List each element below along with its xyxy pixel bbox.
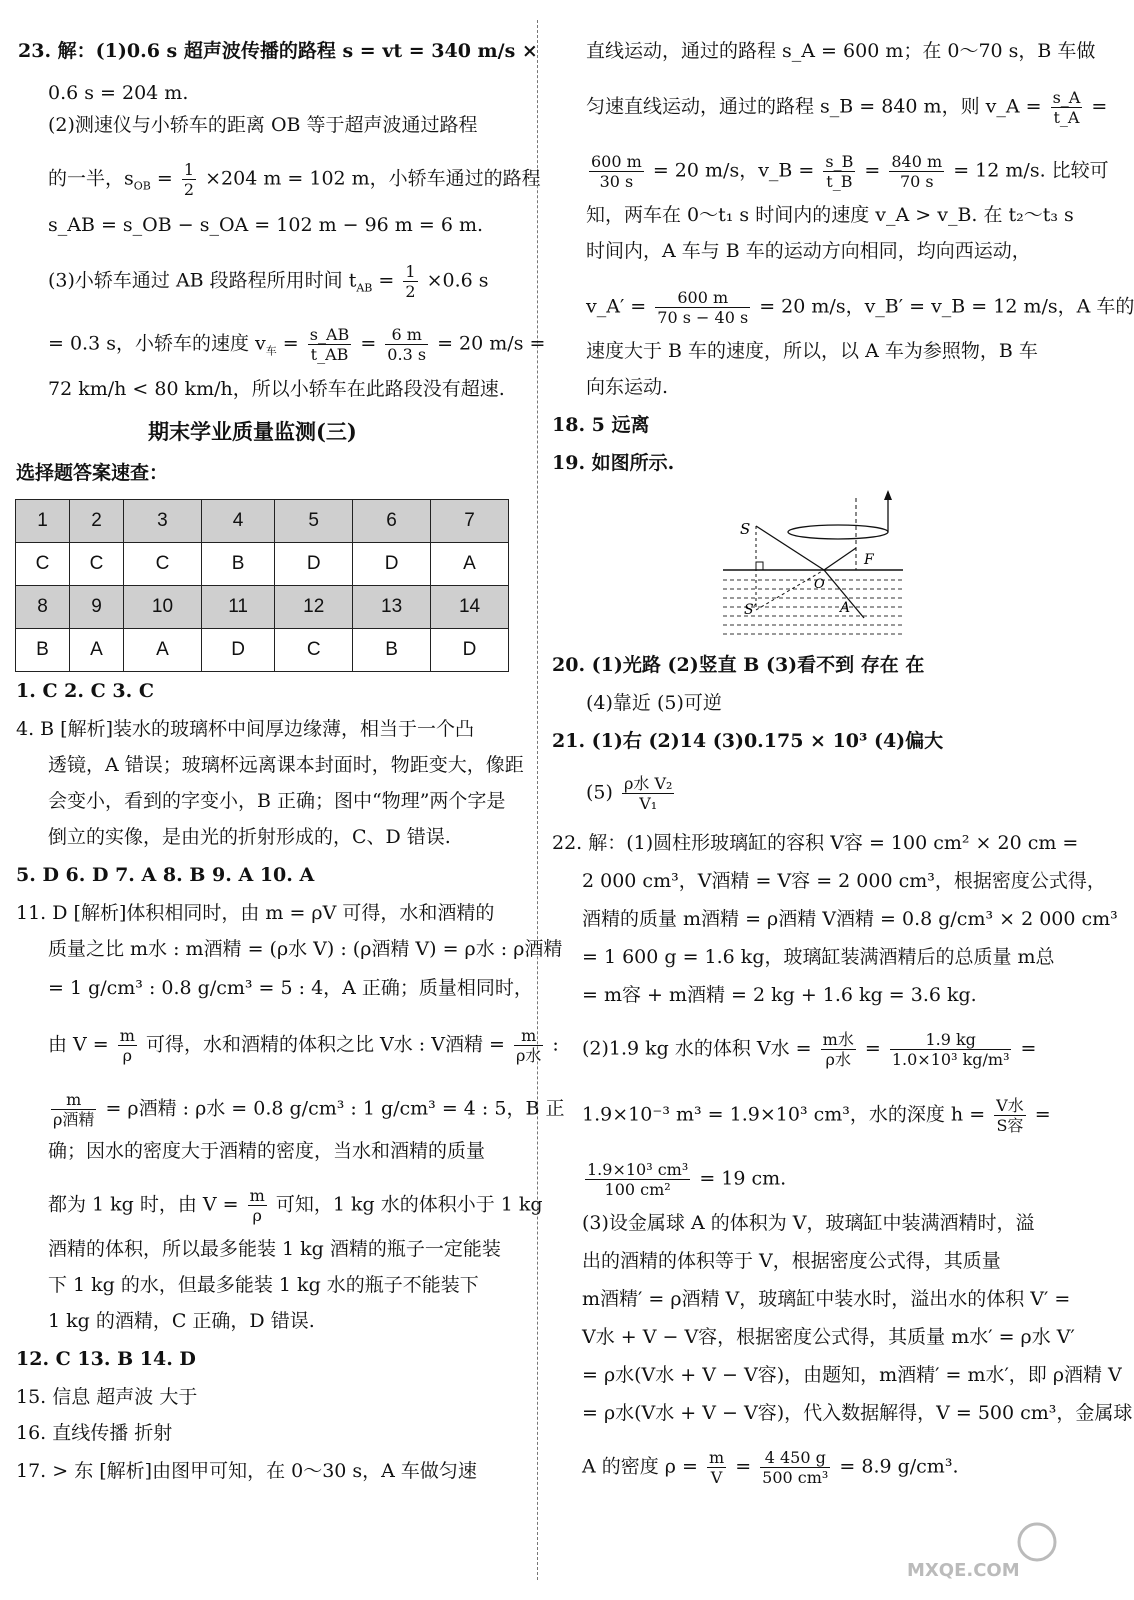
answer-table bbox=[15, 499, 509, 672]
table-cell: 11 bbox=[201, 586, 274, 629]
watermark-text: MXQE.COM bbox=[907, 1560, 1020, 1581]
table-cell: D bbox=[353, 543, 431, 586]
answer-11-line-10: 1 kg 的酒精，C 正确，D 错误. bbox=[48, 1310, 315, 1332]
label-o: O bbox=[814, 577, 825, 592]
fraction: $\frac{\text{1.9×10³ cm³}}{\text{100 cm²}}$ bbox=[587, 1160, 689, 1199]
answer-22-line-7: 1.9×10⁻³ m³ = 1.9×10³ cm³，水的深度 h = V水 S容 = bbox=[582, 1096, 1051, 1135]
table-cell: B bbox=[353, 629, 431, 672]
answer-22-line-10: 出的酒精的体积等于 V，根据密度公式得，其质量 bbox=[582, 1250, 1001, 1272]
answer-11-line-9: 下 1 kg 的水，但最多能装 1 kg 水的瓶子不能装下 bbox=[48, 1274, 479, 1296]
answer-11-line-2: 质量之比 m水 : m酒精 = (ρ水 V) : (ρ酒精 V) = ρ水 : ρ酒精 bbox=[48, 938, 563, 960]
fraction: ρ水 V₂ V₁ bbox=[623, 774, 673, 813]
fraction: $\frac{600 m}{70 s - 40 s}$ bbox=[657, 288, 749, 327]
fraction: $\frac{600 m}{30 s}$ bbox=[591, 152, 642, 191]
lens bbox=[788, 525, 888, 539]
incident-ray bbox=[756, 526, 824, 570]
table-cell: 7 bbox=[431, 500, 509, 543]
table-row bbox=[16, 586, 509, 629]
table-cell: D bbox=[431, 629, 509, 672]
answer-22-line-11: m酒精′ = ρ酒精 V，玻璃缸中装水时，溢出水的体积 V′ = bbox=[582, 1288, 1071, 1310]
answer-18: 18. 5 远离 bbox=[552, 414, 650, 436]
table-row bbox=[16, 543, 509, 586]
answer-17-line-8: 速度大于 B 车的速度，所以，以 A 车为参照物，B 车 bbox=[586, 340, 1038, 362]
answer-21-line-2: (5) ρ水 V₂ V₁ bbox=[586, 774, 673, 813]
table-cell: 5 bbox=[275, 500, 353, 543]
table-cell: 13 bbox=[353, 586, 431, 629]
table-row bbox=[16, 629, 509, 672]
answer-15: 15. 信息 超声波 大于 bbox=[16, 1386, 198, 1408]
table-cell: D bbox=[201, 629, 274, 672]
right-angle-mark bbox=[756, 562, 763, 570]
table-cell: C bbox=[275, 629, 353, 672]
answer-16: 16. 直线传播 折射 bbox=[16, 1422, 173, 1444]
answer-22-line-14: = ρ水(V水 + V − V容)，代入数据解得，V = 500 cm³，金属球 bbox=[582, 1402, 1133, 1424]
answer-22-line-5: = m容 + m酒精 = 2 kg + 1.6 kg = 3.6 kg. bbox=[582, 984, 977, 1006]
answer-17-line-7: v_A′ = $\frac{600 m}{70 s - 40 s}$ = 20 m/s，v_B′ = v_B = 12 m/s，A 车的 bbox=[586, 288, 1134, 327]
answer-11-line-3: = 1 g/cm³ : 0.8 g/cm³ = 5 : 4，A 正确；质量相同时， bbox=[48, 977, 533, 999]
label-s-prime: S′ bbox=[744, 602, 757, 618]
fraction: $\frac{m}{V}$ bbox=[708, 1448, 725, 1487]
q23-line-1: 23. 解：(1)0.6 s 超声波传播的路程 s = vt = 340 m/s × bbox=[18, 40, 538, 62]
table-cell: 4 bbox=[201, 500, 274, 543]
answer-22-line-15: A 的密度 ρ = $\frac{m}{V}$ = $\frac{4 450 g}{\text{500 cm³}}$ = 8.9 g/cm³. bbox=[582, 1448, 959, 1487]
section-title: 期末学业质量监测(三) bbox=[148, 419, 357, 444]
answer-11-line-7: 都为 1 kg 时，由 V = $\frac{m}{\rho}$ 可知，1 kg 水的体积小于 1 kg bbox=[48, 1186, 543, 1225]
answer-17-line-1: 17. > 东 [解析]由图甲可知，在 0～30 s，A 车做匀速 bbox=[16, 1460, 477, 1482]
answer-12-14: 12. C 13. B 14. D bbox=[16, 1348, 196, 1370]
fraction: $\frac{4 450 g}{\text{500 cm³}}$ bbox=[762, 1448, 829, 1487]
answer-22-line-3: 酒精的质量 m酒精 = ρ酒精 V酒精 = 0.8 g/cm³ × 2 000 cm³ bbox=[582, 908, 1118, 930]
table-cell: 3 bbox=[124, 500, 202, 543]
table-cell: A bbox=[70, 629, 124, 672]
answer-22-line-12: V水 + V − V容，根据密度公式得，其质量 m水′ = ρ水 V′ bbox=[582, 1326, 1075, 1348]
q23-line-7: = 0.3 s，小轿车的速度 $v_车$ = $\frac{s\_AB}{t\_AB}$ = $\frac{6 m}{0.3 s}$ = 20 m/s = bbox=[48, 325, 546, 364]
fraction: m水 ρ水 bbox=[822, 1030, 854, 1069]
fraction: m ρ水 bbox=[515, 1026, 542, 1065]
column-divider bbox=[537, 20, 538, 1580]
answer-22-line-4: = 1 600 g = 1.6 kg，玻璃缸装满酒精后的总质量 m总 bbox=[582, 946, 1055, 968]
fraction: $\frac{1}{2}$ bbox=[405, 262, 416, 301]
q23-line-6: (3)小轿车通过 AB 段路程所用时间 $t_{AB}$ = $\frac{1}{2}$ ×0.6 s bbox=[48, 262, 489, 301]
answer-17-line-4: $\frac{600 m}{30 s}$ = 20 m/s，v_B = $\frac{s\_B}{t\_B}$ = $\frac{840 m}{70 s}$ = 12 m/s. 比较可 bbox=[591, 152, 1109, 191]
label-f: F bbox=[864, 552, 874, 568]
answer-20-line-1: 20. (1)光路 (2)竖直 B (3)看不到 存在 在 bbox=[552, 654, 925, 676]
table-cell: B bbox=[16, 629, 70, 672]
answer-22-line-9: (3)设金属球 A 的体积为 V，玻璃缸中装满酒精时，溢 bbox=[582, 1212, 1035, 1234]
table-cell: C bbox=[16, 543, 70, 586]
q23-line-2: 0.6 s = 204 m. bbox=[48, 82, 189, 104]
answer-19: 19. 如图所示. bbox=[552, 452, 675, 474]
fraction: $\frac{840 m}{70 s}$ bbox=[891, 152, 943, 191]
table-row bbox=[16, 500, 509, 543]
answer-4-line-2: 透镜，A 错误；玻璃杯远离课本封面时，物距变大，像距 bbox=[48, 754, 524, 776]
answer-22-line-6: (2)1.9 kg 水的体积 V水 = m水 ρ水 = $\frac{1.9 kg}{\text{1.0×10³ kg/m³}}$ = bbox=[582, 1030, 1037, 1069]
fraction: $\frac{1.9 kg}{\text{1.0×10³ kg/m³}}$ bbox=[891, 1030, 1010, 1069]
answer-4-line-1: 4. B [解析]装水的玻璃杯中间厚边缘薄，相当于一个凸 bbox=[16, 718, 474, 740]
answer-17-line-9: 向东运动. bbox=[586, 376, 669, 398]
answer-22-line-13: = ρ水(V水 + V − V容)，由题知，m酒精′ = m水′，即 ρ酒精 V bbox=[582, 1364, 1122, 1386]
fraction: V水 S容 bbox=[996, 1096, 1024, 1135]
arrow-icon bbox=[884, 490, 892, 500]
answer-22-line-8: $\frac{\text{1.9×10³ cm³}}{\text{100 cm²}}$ = 19 cm. bbox=[587, 1160, 787, 1199]
table-cell: 12 bbox=[275, 586, 353, 629]
answer-22-line-1: 22. 解：(1)圆柱形玻璃缸的容积 V容 = 100 cm² × 20 cm = bbox=[552, 832, 1079, 854]
answer-17-line-3: 匀速直线运动，通过的路程 s_B = 840 m，则 v_A = $\frac{s\_A}{t\_A}$ = bbox=[586, 88, 1108, 127]
answer-20-line-2: (4)靠近 (5)可逆 bbox=[586, 692, 722, 714]
answer-17-line-5: 知，两车在 0～t₁ s 时间内的速度 v_A > v_B. 在 t₂～t₃ s bbox=[586, 204, 1074, 226]
answer-5-10: 5. D 6. D 7. A 8. B 9. A 10. A bbox=[16, 864, 315, 886]
q23-line-5: s_AB = s_OB − s_OA = 102 m − 96 m = 6 m. bbox=[48, 214, 484, 236]
answer-11-line-8: 酒精的体积，所以最多能装 1 kg 酒精的瓶子一定能装 bbox=[48, 1238, 501, 1260]
answer-11-line-6: 确；因水的密度大于酒精的密度，当水和酒精的质量 bbox=[48, 1140, 486, 1162]
q23-line-8: 72 km/h < 80 km/h，所以小轿车在此路段没有超速. bbox=[48, 378, 505, 400]
fraction: m ρ酒精 bbox=[53, 1090, 95, 1129]
table-cell: 8 bbox=[16, 586, 70, 629]
answer-17-line-6: 时间内，A 车与 B 车的运动方向相同，均向西运动， bbox=[586, 240, 1031, 262]
label-s: S bbox=[740, 520, 751, 538]
reflected-ray bbox=[824, 548, 856, 570]
table-cell: A bbox=[431, 543, 509, 586]
q23-line-4: 的一半，$s_{OB}$ = $\frac{1}{2}$ ×204 m = 102 m，小轿车通过的路程 bbox=[48, 160, 541, 199]
table-cell: B bbox=[201, 543, 274, 586]
table-cell: 1 bbox=[16, 500, 70, 543]
table-cell: 9 bbox=[70, 586, 124, 629]
answer-11-line-5: m ρ酒精 = ρ酒精 : ρ水 = 0.8 g/cm³ : 1 g/cm³ = 4 : 5，B 正 bbox=[53, 1090, 565, 1129]
label-a: A bbox=[840, 600, 851, 616]
fraction: $\frac{s\_AB}{t\_AB}$ bbox=[309, 325, 350, 364]
answer-21-line-1: 21. (1)右 (2)14 (3)0.175 × 10³ (4)偏大 bbox=[552, 730, 944, 752]
answer-11-line-4: 由 V = $\frac{m}{\rho}$ 可得，水和酒精的体积之比 V水 : V酒精 = m ρ水 : bbox=[48, 1026, 559, 1065]
fraction: $\frac{s\_A}{t\_A}$ bbox=[1052, 88, 1081, 127]
answer-11-line-1: 11. D [解析]体积相同时，由 m = ρV 可得，水和酒精的 bbox=[16, 902, 495, 924]
optics-diagram bbox=[718, 488, 908, 638]
answer-1-3: 1. C 2. C 3. C bbox=[16, 680, 154, 702]
table-cell: 6 bbox=[353, 500, 431, 543]
table-cell: 14 bbox=[431, 586, 509, 629]
q23-line-3: (2)测速仪与小轿车的距离 OB 等于超声波通过路程 bbox=[48, 114, 478, 136]
fraction: $\frac{1}{2}$ bbox=[183, 160, 195, 199]
quick-answer-label: 选择题答案速查： bbox=[16, 462, 169, 484]
fraction: $\frac{m}{\rho}$ bbox=[119, 1026, 135, 1065]
table-cell: C bbox=[70, 543, 124, 586]
fraction: $\frac{6 m}{0.3 s}$ bbox=[387, 325, 427, 364]
table-cell: A bbox=[124, 629, 202, 672]
table-cell: 2 bbox=[70, 500, 124, 543]
table-cell: D bbox=[275, 543, 353, 586]
table-cell: 10 bbox=[124, 586, 202, 629]
answer-4-line-3: 会变小，看到的字变小，B 正确；图中“物理”两个字是 bbox=[48, 790, 506, 812]
table-cell: C bbox=[124, 543, 202, 586]
answer-22-line-2: 2 000 cm³，V酒精 = V容 = 2 000 cm³，根据密度公式得， bbox=[582, 870, 1106, 892]
fraction: $\frac{m}{\rho}$ bbox=[249, 1186, 265, 1225]
watermark-logo bbox=[897, 1520, 1067, 1580]
answer-4-line-4: 倒立的实像，是由光的折射形成的，C、D 错误. bbox=[48, 826, 451, 848]
fraction: $\frac{s\_B}{t\_B}$ bbox=[825, 152, 854, 191]
answer-17-line-2: 直线运动，通过的路程 s_A = 600 m；在 0～70 s，B 车做 bbox=[586, 40, 1096, 62]
